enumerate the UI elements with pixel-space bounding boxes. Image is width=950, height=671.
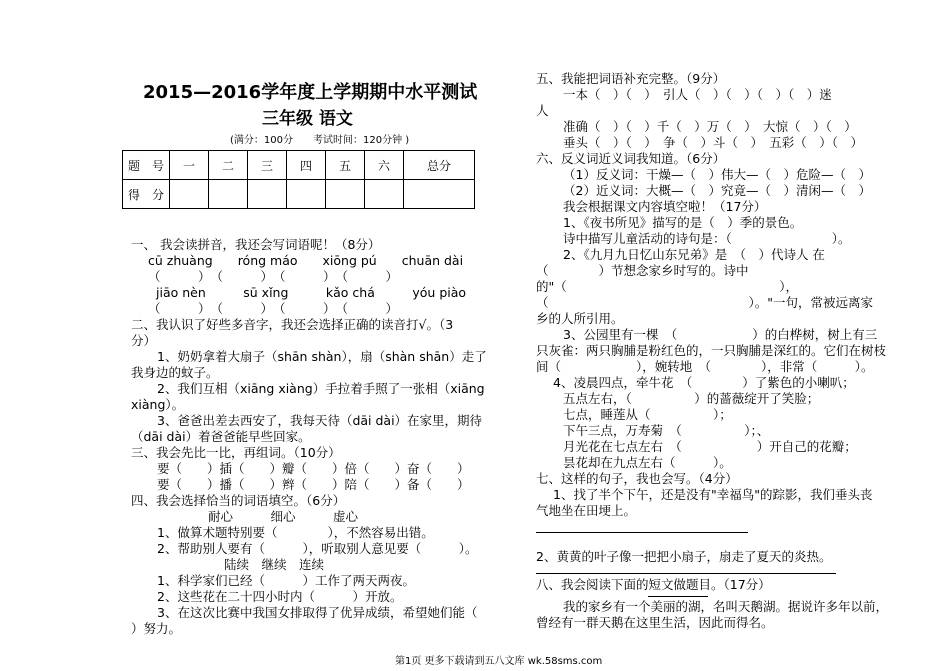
score-cell[interactable] xyxy=(287,180,326,209)
score-cell[interactable] xyxy=(248,180,287,209)
fill-item4: 4、凌晨四点，牵牛花 （ ）了紫色的小喇叭； xyxy=(553,375,855,390)
q2-item1-cont: 我身边的蚊子。 xyxy=(131,365,219,380)
q7-item1-cont: 气地坐在田埂上。 xyxy=(536,503,637,518)
fill-item3: 3、公园里有一棵 （ ）的白桦树，树上有三 xyxy=(563,327,878,342)
score-header-cell: 二 xyxy=(209,151,248,180)
score-cell[interactable] xyxy=(209,180,248,209)
q4-item5: 3、在这次比赛中我国女排取得了优异成绩，希望她们能（ xyxy=(157,605,478,620)
score-header-cell: 一 xyxy=(170,151,209,180)
fill-item3-line3: 间（ ），婉转地 （ ），非常（ ）。 xyxy=(536,359,874,374)
q4-item3: 1、科学家们已经（ ）工作了两天两夜。 xyxy=(157,573,415,588)
score-row-label: 得 分 xyxy=(123,180,170,209)
score-cell[interactable] xyxy=(365,180,404,209)
q4-item5-cont: ）努力。 xyxy=(131,621,182,636)
q6-synonyms: （2）近义词：大概—（ ）究竟—（ ）清闲—（ ） xyxy=(563,183,871,198)
q6-heading: 六、反义词近义词我知道。（6分） xyxy=(536,151,726,166)
q7-answer-line2[interactable] xyxy=(536,573,836,574)
score-cell[interactable] xyxy=(170,180,209,209)
exam-info: (满分：100分 考试时间：120分钟 ) xyxy=(230,135,410,146)
q8-heading: 八、我会阅读下面的短文做题目。（17分） xyxy=(536,577,771,592)
q4-word-bank2: 陆续 继续 连续 xyxy=(224,557,325,572)
q4-item1: 1、做算术题特别要（ ），不然容易出错。 xyxy=(157,525,434,540)
score-cell[interactable] xyxy=(326,180,365,209)
q5-row1: 一本（ ）（ ） 引人（ ）（ ）（ ）（ ）迷 xyxy=(563,87,832,102)
q5-row2: 准确（ ）（ ）千（ ）万（ ） 大惊（ ）（ ） xyxy=(563,119,857,134)
q3-heading: 三、我会先比一比，再组词。（10分） xyxy=(131,445,341,460)
score-header-cell: 总分 xyxy=(404,151,475,180)
q1-blanks-row1: （ ） （ ） （ ） （ ） xyxy=(148,269,399,284)
q3-row1: 要（ ）插（ ）瓣（ ）倍（ ）奋（ ） xyxy=(157,461,470,476)
score-header-cell: 六 xyxy=(365,151,404,180)
q5-heading: 五、我能把词语补充完整。（9分） xyxy=(536,71,726,86)
fill-item2: 2、《九月九日忆山东兄弟》是 （ ）代诗人 在 xyxy=(563,247,825,262)
q2-heading-cont: 分） xyxy=(131,333,157,348)
score-header-row xyxy=(123,151,475,180)
fill-item4-line5: 月光花在七点左右 （ ）开自己的花瓣； xyxy=(563,439,857,454)
q7-item1: 1、找了半个下午，还是没有"幸福鸟"的踪影，我们垂头丧 xyxy=(553,487,873,502)
q4-item4: 2、这些花在二十四小时内（ ）开放。 xyxy=(157,589,403,604)
score-header-cell: 四 xyxy=(287,151,326,180)
fill-item4-line3: 七点，睡莲从（ ）； xyxy=(563,407,732,422)
score-header-cell: 题 号 xyxy=(123,151,170,180)
q2-item1: 1、奶奶拿着大扇子（shān shàn），扇（shàn shān）走了 xyxy=(157,349,487,364)
q7-answer-line1[interactable] xyxy=(536,532,748,533)
q2-heading: 二、我认识了好些多音字，我还会选择正确的读音打√。（3 xyxy=(131,317,454,332)
q1-pinyin-row1: cū zhuàng róng máo xiōng pú chuān dài xyxy=(148,253,464,268)
q5-row1-cont: 人 xyxy=(536,103,549,118)
exam-title: 2015—2016学年度上学期期中水平测试 xyxy=(143,82,478,103)
page-footer: 第1页 更多下载请到五八文库 wk.58sms.com xyxy=(395,656,603,667)
q4-heading: 四、我会选择恰当的词语填空。（6分） xyxy=(131,493,346,508)
q6-antonyms: （1）反义词：干燥—（ ）伟大—（ ）危险—（ ） xyxy=(563,167,871,182)
q7-heading: 七、这样的句子，我也会写。（4分） xyxy=(536,471,738,486)
fill-item1: 1、《夜书所见》描写的是（ ）季的景色。 xyxy=(563,215,803,230)
score-header-cell: 三 xyxy=(248,151,287,180)
fill-item2-line2: （ ）节想念家乡时写的。诗中 xyxy=(536,263,749,278)
score-value-row xyxy=(123,180,475,209)
fill-item4-line4: 下午三点，万寿菊 （ ）；、 xyxy=(563,423,770,438)
q4-item2: 2、帮助别人要有（ ），听取别人意见要（ ）。 xyxy=(157,541,478,556)
q2-item2: 2、我们互相（xiāng xiàng）手拉着手照了一张相（xiāng xyxy=(157,381,485,396)
score-cell[interactable] xyxy=(404,180,475,209)
q4-word-bank1: 耐心 细心 虚心 xyxy=(208,509,359,524)
q5-row3: 垂头（ ）（ ） 争（ ）斗（ ） 五彩（ ）（ ） xyxy=(563,135,864,150)
fill-item4-line6: 昙花却在九点左右（ ）。 xyxy=(563,455,732,470)
fill-item2-line3: 的"（ ）， xyxy=(536,279,799,294)
fill-heading: 我会根据课文内容填空啦！（17分） xyxy=(563,199,767,214)
q2-item2-cont: xiàng）。 xyxy=(131,397,185,412)
q1-heading: 一、 我会读拼音，我还会写词语呢！（8分） xyxy=(131,237,381,252)
score-table xyxy=(122,150,475,209)
fill-item1-cont: 诗中描写儿童活动的诗句是：（ ）。 xyxy=(563,231,851,246)
passage-title-line xyxy=(648,596,708,597)
q2-item3: 3、爸爸出差去西安了，我每天待（dāi dài）在家里，期待 xyxy=(157,413,483,428)
q1-blanks-row2: （ ） （ ） （ ） （ ） xyxy=(148,301,399,316)
score-header-cell: 五 xyxy=(326,151,365,180)
q1-pinyin-row2: jiāo nèn sū xǐng kǎo chá yóu piào xyxy=(156,285,467,300)
q7-item2: 2、黄黄的叶子像一把把小扇子，扇走了夏天的炎热。 xyxy=(536,549,832,564)
fill-item2-line4: （ ）。"一句，常被远离家 xyxy=(536,295,874,310)
q3-row2: 要（ ）播（ ）辫（ ）陪（ ）备（ ） xyxy=(157,477,470,492)
exam-subtitle: 三年级 语文 xyxy=(262,109,353,129)
fill-item3-line2: 只灰雀：两只胸脯是粉红色的，一只胸脯是深红的。它们在树枝 xyxy=(536,343,887,358)
fill-item2-line5: 乡的人所引用。 xyxy=(536,311,624,326)
fill-item4-line2: 五点左右，（ ）的蔷薇绽开了笑脸； xyxy=(563,391,820,406)
passage-line1: 我的家乡有一个美丽的湖，名叫天鹅湖。据说许多年以前， xyxy=(563,599,889,614)
passage-line2: 曾经有一群天鹅在这里生活，因此而得名。 xyxy=(536,615,774,630)
q2-item3-cont: （dāi dài）着爸爸能早些回家。 xyxy=(131,429,311,444)
